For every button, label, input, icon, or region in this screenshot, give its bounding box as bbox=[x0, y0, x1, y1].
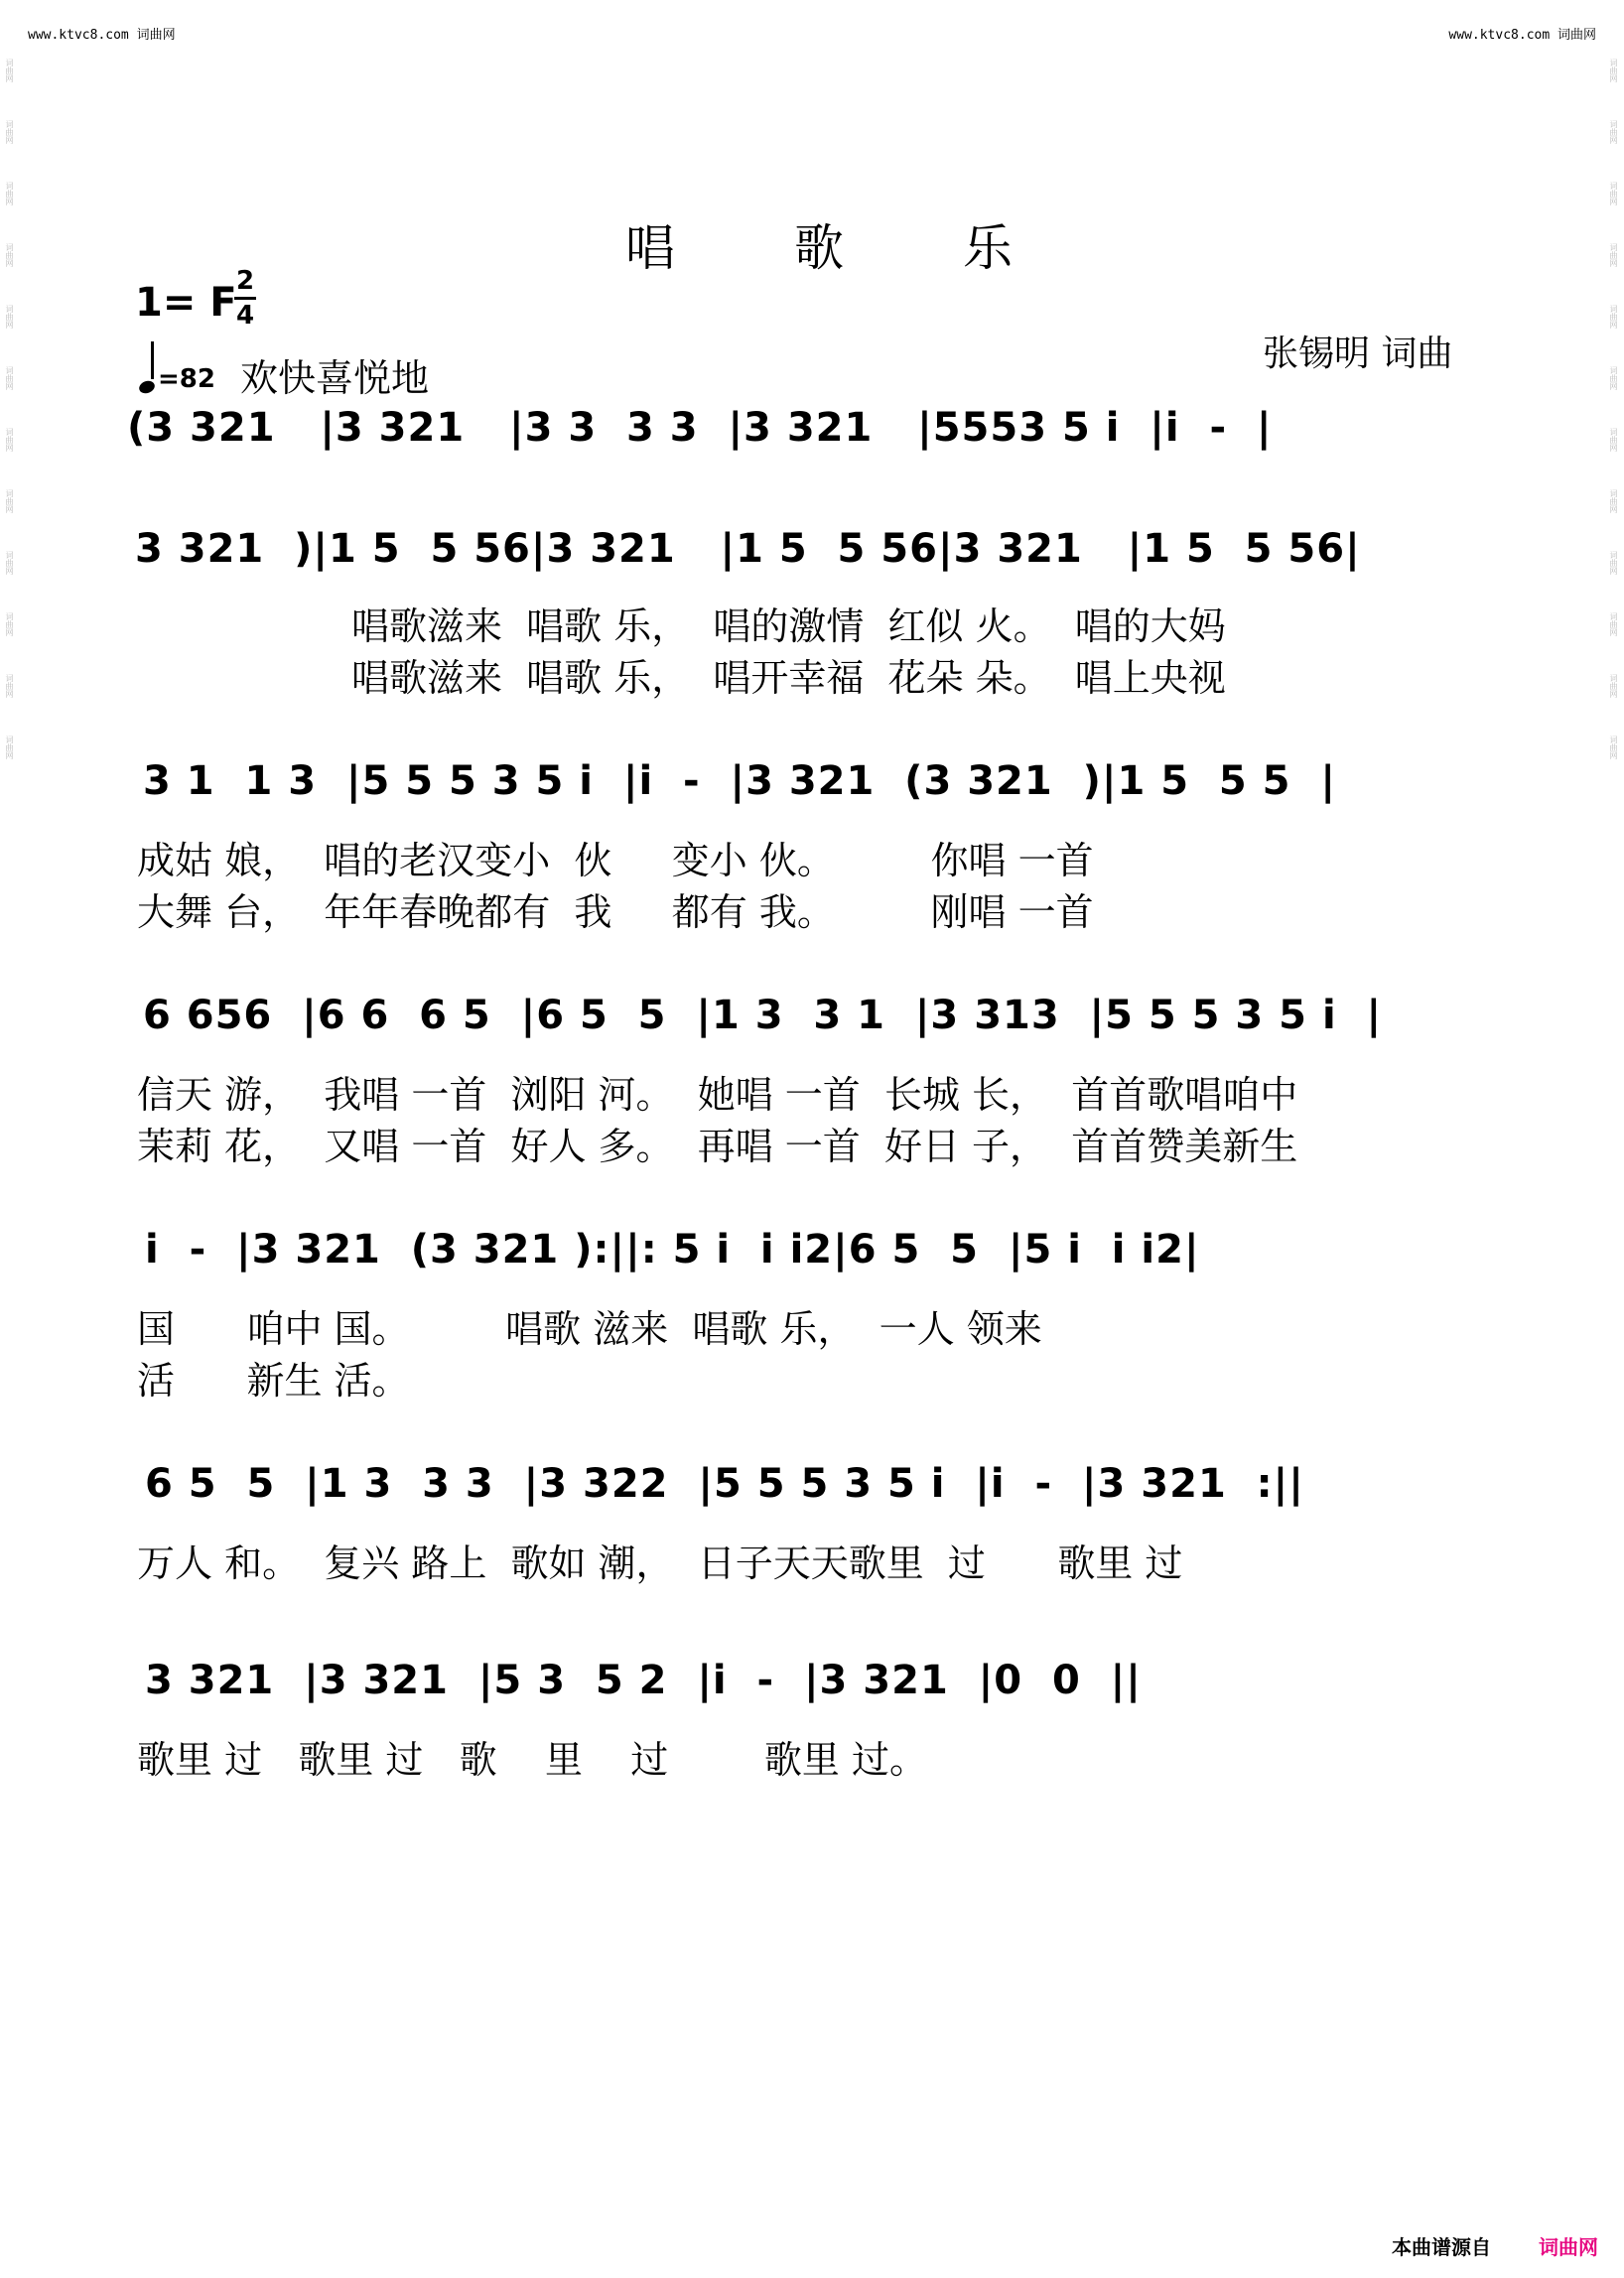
notation-row-6: 6 5 5 |1 3 3 3 |3 322 |5 5 5 3 5 i |i - |3 321 :|| bbox=[145, 1461, 1304, 1507]
notation-row-7: 3 321 |3 321 |5 3 5 2 |i - |3 321 |0 0 || bbox=[145, 1658, 1142, 1703]
notation-row-2: 3 321 )|1 5 5 56|3 321 |1 5 5 56|3 321 |1 5 5 56| bbox=[135, 526, 1361, 572]
time-signature-bottom: 4 bbox=[235, 301, 255, 331]
tempo-marking bbox=[139, 349, 215, 394]
quarter-note-icon bbox=[137, 379, 156, 396]
notation-row-5: i - |3 321 (3 321 ):||: 5 i i i2|6 5 5 |5 i i i2| bbox=[145, 1227, 1200, 1273]
lyrics-row-2-verse-2: 唱歌滋来 唱歌 乐， 唱开幸福 花朵 朵。 唱上央视 bbox=[351, 656, 1226, 700]
title-char: 歌 bbox=[794, 219, 844, 277]
lyrics-row-5-verse-2: 活 新生 活。 bbox=[137, 1359, 410, 1403]
header-site-left: www.ktvc8.com 词曲网 bbox=[28, 28, 176, 43]
footer-source-text: 本曲谱源自 bbox=[1392, 2235, 1491, 2259]
notation-row-3: 3 1 1 3 |5 5 5 3 5 i |i - |3 321 (3 321 )|1 5 5 5 | bbox=[143, 758, 1336, 804]
time-signature bbox=[234, 266, 256, 331]
tempo-value: =82 bbox=[158, 364, 215, 394]
lyrics-row-4-verse-2: 茉莉 花， 又唱 一首 好人 多。 再唱 一首 好日 子， 首首赞美新生 bbox=[137, 1125, 1298, 1168]
side-watermark-left: 词曲网 词曲网 词曲网 词曲网 词曲网 词曲网 词曲网 词曲网 词曲网 词曲网 词曲网 词曲网 bbox=[5, 59, 14, 759]
lyrics-row-7-verse-1: 歌里 过 歌里 过 歌 里 过 歌里 过。 bbox=[137, 1738, 927, 1782]
notation-row-4: 6 656 |6 6 6 5 |6 5 5 |1 3 3 1 |3 313 |5 5 5 3 5 i | bbox=[143, 993, 1383, 1038]
side-watermark-right: 词曲网 词曲网 词曲网 词曲网 词曲网 词曲网 词曲网 词曲网 词曲网 词曲网 词曲网 词曲网 bbox=[1609, 59, 1618, 759]
lyrics-row-4-verse-1: 信天 游， 我唱 一首 浏阳 河。 她唱 一首 长城 长， 首首歌唱咱中 bbox=[137, 1073, 1298, 1117]
key-signature: 1= F bbox=[135, 280, 237, 326]
header-site-right: www.ktvc8.com 词曲网 bbox=[1448, 28, 1596, 43]
lyrics-row-3-verse-2: 大舞 台， 年年春晚都有 我 都有 我。 刚唱 一首 bbox=[137, 890, 1094, 934]
lyrics-row-6-verse-1: 万人 和。 复兴 路上 歌如 潮， 日子天天歌里 过 歌里 过 bbox=[137, 1541, 1183, 1585]
composer: 张锡明 词曲 bbox=[1263, 334, 1453, 374]
footer-brand-link[interactable]: 词曲网 bbox=[1539, 2235, 1598, 2259]
title-char: 乐 bbox=[963, 219, 1013, 277]
page-title bbox=[625, 208, 1132, 280]
lyrics-row-5-verse-1: 国 咱中 国。 唱歌 滋来 唱歌 乐， 一人 领来 bbox=[137, 1307, 1042, 1351]
expression-mark: 欢快喜悦地 bbox=[240, 356, 430, 400]
lyrics-row-2-verse-1: 唱歌滋来 唱歌 乐， 唱的激情 红似 火。 唱的大妈 bbox=[351, 604, 1226, 648]
title-char: 唱 bbox=[625, 219, 675, 277]
time-signature-top: 2 bbox=[235, 266, 255, 296]
notation-row-1: (3 321 |3 321 |3 3 3 3 |3 321 |5553 5 i |i - | bbox=[127, 405, 1273, 451]
lyrics-row-3-verse-1: 成姑 娘， 唱的老汉变小 伙 变小 伙。 你唱 一首 bbox=[137, 839, 1094, 882]
